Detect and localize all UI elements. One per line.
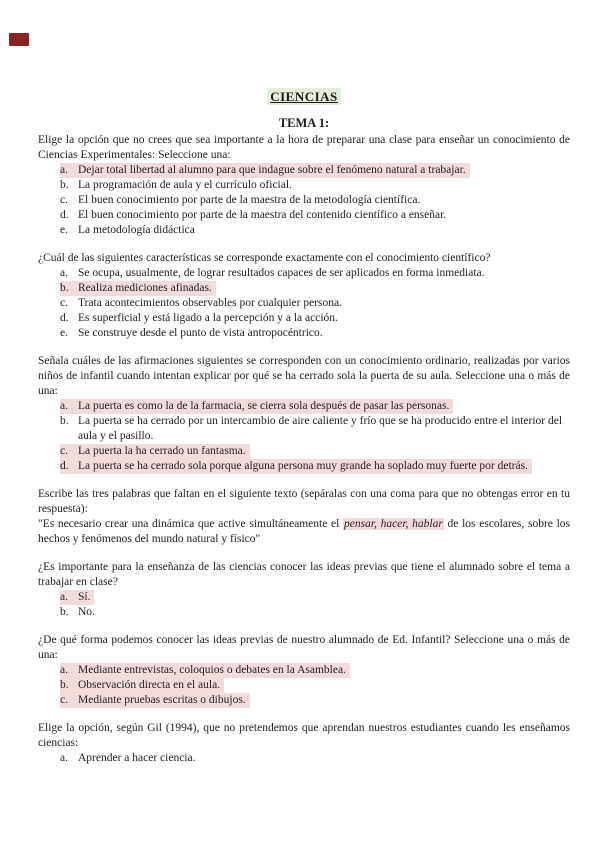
option-a [60, 751, 570, 766]
option-e [60, 223, 570, 238]
option-d [60, 459, 532, 474]
option-letter: e. [60, 224, 68, 236]
option-text: La programación de aula y el currículo oficial. [78, 179, 292, 191]
option-letter: e. [60, 327, 68, 339]
option-a [60, 266, 570, 281]
page-title-text: CIENCIAS [267, 88, 341, 105]
option-text: Sí. [78, 591, 91, 603]
options-list [38, 590, 570, 620]
option-letter: a. [60, 752, 68, 764]
question-prompt: ¿Cuál de las siguientes características se corresponde exactamente con el conocimiento científico? [38, 252, 491, 264]
question-4 [38, 487, 570, 547]
quote-text [38, 517, 570, 547]
option-b [60, 281, 216, 296]
option-text: Se ocupa, usualmente, de lograr resultados capaces de ser aplicados en forma inmediata. [78, 267, 485, 279]
option-letter: a. [60, 591, 68, 603]
option-letter: d. [60, 460, 69, 472]
question-1 [38, 133, 570, 238]
question-prompt: Escribe las tres palabras que faltan en el siguiente texto (sepáralas con una coma para que no obtengas error en tu respuesta): [38, 488, 570, 515]
option-c [60, 693, 250, 708]
option-text: El buen conocimiento por parte de la maestra de la metodología científica. [78, 194, 421, 206]
question-prompt: Elige la opción que no crees que sea importante a la hora de preparar una clase para enseñar un conocimiento de Ciencias Experimentales: Seleccione una: [38, 134, 570, 161]
option-text: Es superficial y está ligado a la percepción y a la acción. [78, 312, 338, 324]
option-b [60, 605, 570, 620]
option-d [60, 311, 570, 326]
option-b [60, 414, 570, 444]
option-text: Observación directa en el aula. [78, 679, 221, 691]
option-e [60, 326, 570, 341]
question-3 [38, 354, 570, 474]
option-text: Mediante entrevistas, coloquios o debates en la Asamblea. [78, 664, 346, 676]
quote-before: "Es necesario crear una dinámica que active simultáneamente el [38, 518, 344, 530]
option-a [60, 663, 350, 678]
quote-after: de los escolares, sobre los hechos y fenómenos del mundo natural y físico" [38, 518, 571, 545]
option-letter: a. [60, 267, 68, 279]
section-title: TEMA 1: [278, 116, 330, 130]
option-c [60, 444, 250, 459]
option-letter: a. [60, 164, 68, 176]
option-letter: b. [60, 415, 69, 427]
options-list [38, 163, 570, 238]
option-text: Trata acontecimientos observables por cualquier persona. [78, 297, 342, 309]
option-text: Mediante pruebas escritas o dibujos. [78, 694, 246, 706]
option-b [60, 178, 570, 193]
options-list [38, 751, 570, 766]
option-a [60, 590, 94, 605]
option-letter: b. [60, 606, 69, 618]
option-text: Se construye desde el punto de vista antropocéntrico. [78, 327, 323, 339]
option-a [60, 163, 470, 178]
question-2 [38, 251, 570, 341]
option-text: La puerta la ha cerrado un fantasma. [78, 445, 246, 457]
options-list [38, 266, 570, 341]
question-prompt: ¿De qué forma podemos conocer las ideas previas de nuestro alumnado de Ed. Infantil? Seleccione una o más de una: [38, 634, 570, 661]
page-title [38, 88, 570, 106]
option-letter: d. [60, 312, 69, 324]
quote-answer-highlight: pensar, hacer, hablar [344, 518, 443, 530]
question-7 [38, 721, 570, 766]
option-a [60, 399, 453, 414]
question-prompt: ¿Es importante para la enseñanza de las ciencias conocer las ideas previas que tiene el alumnado sobre el tema a trabajar en clase? [38, 561, 570, 588]
option-text: Aprender a hacer ciencia. [78, 752, 196, 764]
option-letter: c. [60, 194, 68, 206]
option-letter: c. [60, 694, 68, 706]
option-text: La puerta se ha cerrado sola porque alguna persona muy grande ha soplado muy fuerte por detrás. [78, 460, 528, 472]
option-text: No. [78, 606, 95, 618]
option-c [60, 193, 570, 208]
option-text: La metodología didáctica [78, 224, 195, 236]
option-text: Realiza mediciones afinadas. [78, 282, 212, 294]
option-letter: d. [60, 209, 69, 221]
option-text: La puerta se ha cerrado por un intercambio de aire caliente y frío que se ha producido entre el interior del aula y el pasillo. [78, 415, 563, 442]
option-letter: c. [60, 297, 68, 309]
option-c [60, 296, 570, 311]
option-b [60, 678, 224, 693]
option-letter: c. [60, 445, 68, 457]
question-prompt: Elige la opción, según Gil (1994), que no pretendemos que aprendan nuestros estudiantes cuando les enseñamos ciencias: [38, 722, 570, 749]
option-text: El buen conocimiento por parte de la maestra del contenido científico a enseñar. [78, 209, 447, 221]
option-text: La puerta es como la de la farmacia, se cierra sola después de pasar las personas. [78, 400, 450, 412]
option-letter: b. [60, 282, 69, 294]
options-list [38, 399, 570, 474]
option-letter: b. [60, 679, 69, 691]
question-5 [38, 560, 570, 620]
option-text: Dejar total libertad al alumno para que indague sobre el fenómeno natural a trabajar. [78, 164, 466, 176]
question-6 [38, 633, 570, 708]
option-d [60, 208, 570, 223]
option-letter: a. [60, 400, 68, 412]
question-prompt: Señala cuáles de las afirmaciones siguientes se corresponden con un conocimiento ordinario, realizadas por varios niños de infantil cuando intentan explicar por qué se ha cerrado sola la puerta de su aula. Seleccione una o más de una: [38, 355, 570, 397]
options-list [38, 663, 570, 708]
page-corner-marker [9, 33, 29, 46]
option-letter: a. [60, 664, 68, 676]
option-letter: b. [60, 179, 69, 191]
